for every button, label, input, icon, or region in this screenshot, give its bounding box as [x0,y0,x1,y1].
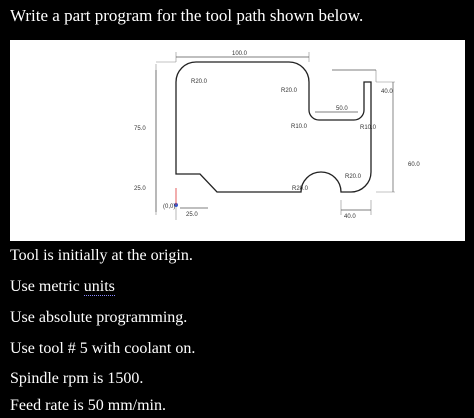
dim-r-right-notch: R10.0 [360,125,377,131]
dim-left-height: 75.0 [134,126,146,132]
dim-top-width: 100.0 [232,51,248,57]
note-line-5: Spindle rpm is 1500. [10,370,144,387]
drawing [10,40,465,241]
dim-r-bottom-right: R20.0 [345,174,362,180]
note-line-2-underlined: units [83,278,115,295]
dim-right-top: 40.0 [381,89,393,95]
tool-path-figure [10,40,465,241]
dim-left-lower: 25.0 [134,186,146,192]
dim-bottom-right-width: 40.0 [344,214,356,220]
dim-notch-width: 50.0 [336,106,348,112]
dim-r-top-left: R20.0 [191,79,208,85]
dim-right-height: 60.0 [408,162,420,168]
dim-origin: (0,0) [163,204,176,210]
note-line-2-prefix: Use metric [10,278,84,295]
note-line-3: Use absolute programming. [10,309,188,326]
dim-r-top-mid: R20.0 [281,88,298,94]
note-line-4: Use tool # 5 with coolant on. [10,340,196,357]
note-line-6: Feed rate is 50 mm/min. [10,397,166,414]
note-line-2 [10,278,115,296]
note-line-1: Tool is initially at the origin. [10,247,193,264]
dim-r-bottom-arc: R20.0 [292,186,309,192]
dim-r-notch: R10.0 [291,124,308,130]
question-title: Write a part program for the tool path shown below. [10,6,364,25]
dim-bottom-origin: 25.0 [186,212,198,218]
